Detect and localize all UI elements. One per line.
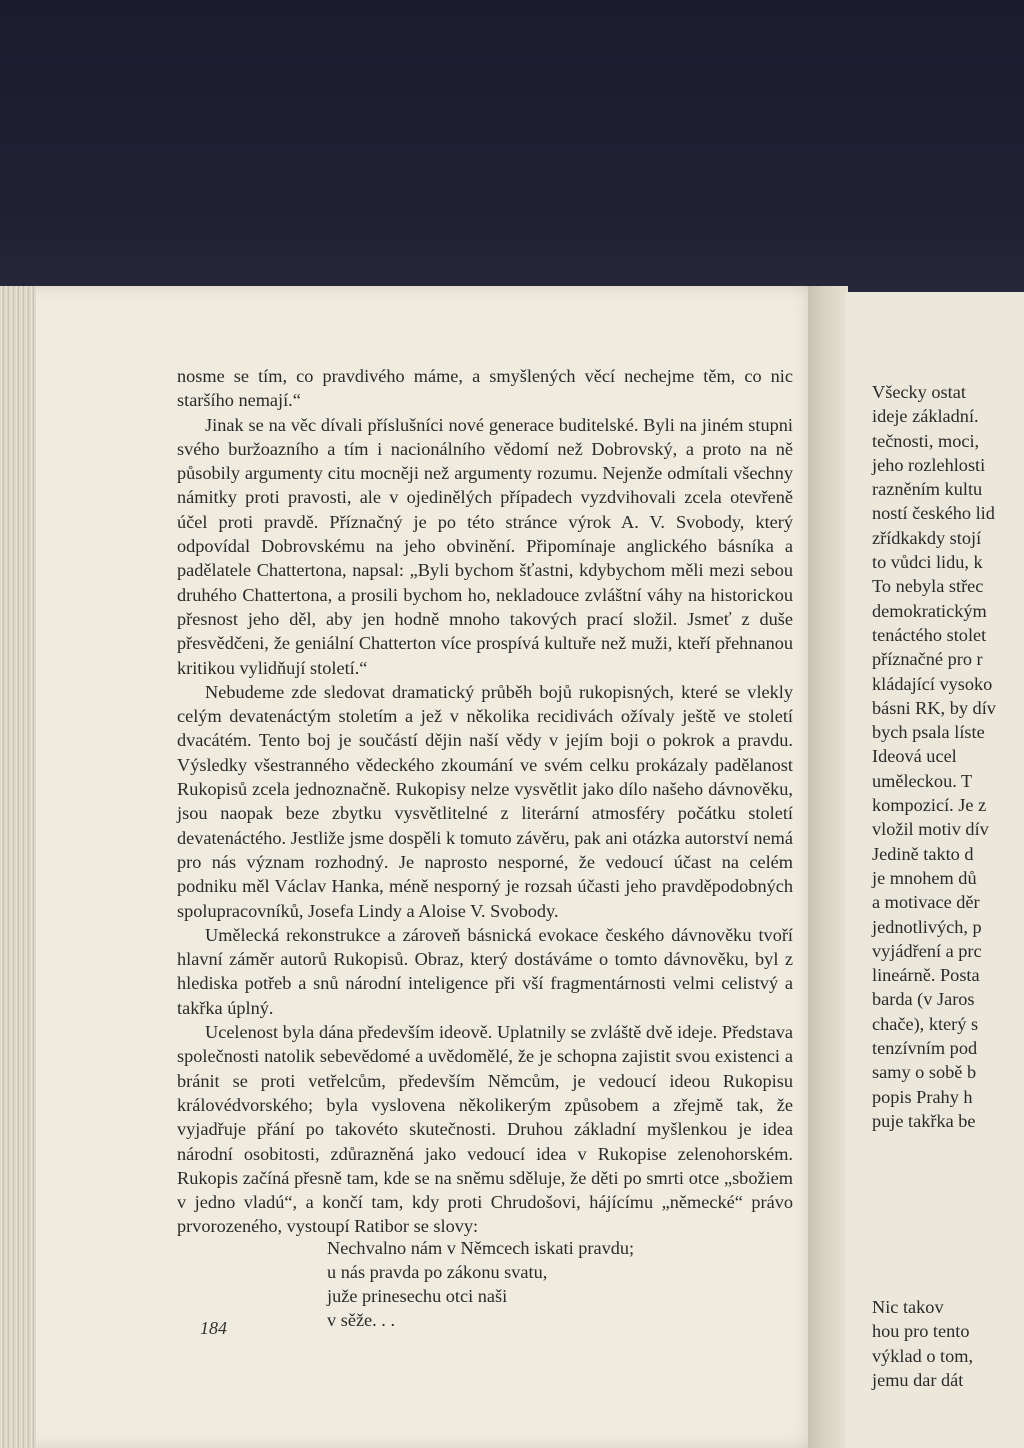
right-page-line: básni RK, by dív: [872, 697, 996, 718]
left-page-text: [177, 364, 793, 1239]
right-page-line: bych psala líste: [872, 722, 985, 743]
verse-line: v sěže. . .: [327, 1310, 396, 1330]
paragraph: Nebudeme zde sledovat dramatický průběh bojů rukopisných, které se vlekly celým devatenáctým stoletím a jež v několika recidivách ožívaly ještě ve století dvacátém. Tento boj je součástí dějin naší vědy v jejím boji o pokrok a pravdu. Výsledky všestranného vědeckého zkoumání ve svém celku prokázaly padělanost Rukopisů zcela jednoznačně. Rukopisy nelze vysvětlit jako dílo našeho dávnověku, jsou naopak beze zbytku vysvětlitelné z literární atmosféry počátku století devatenáctého. Jestliže jsme dospěli k tomuto závěru, pak ani otázka autorství nemá pro nás význam rozhodný. Je naprosto nesporné, že vedoucí účast na celém podniku měl Václav Hanka, méně nesporný je rozsah účasti jeho pravděpodobných spolupracovníků, Josefa Lindy a Aloise V. Svobody.: [177, 681, 793, 921]
right-page-text: [872, 380, 996, 1133]
verse-line: u nás pravda po zákonu svatu,: [327, 1262, 548, 1282]
paragraph: Jinak se na věc dívali příslušníci nové generace buditelské. Byli na jiném stupni svého buržoazního a tím i nacionálního vědomí než Dobrovský, a proto na ně působily argumenty citu mocněji než argumenty rozumu. Nejenže odmítali všechny námitky proti pravosti, ale v ojedinělých případech vyzdvihovali zcela otevřeně účel proti pravdě. Příznačný je po této stránce výrok A. V. Svobody, který odpovídal Dobrovskému na jeho obvinění. Připomínaje anglického básníka a padělatele Chattertona, napsal: „Byli bychom šťastni, kdybychom měli mezi sebou druhého Chattertona, a prosili bychom ho, nekladouce zvláštní váhy na historickou přesnost jeho děl, aby jen hodně mnoho takových prací složil. Jsmeť z duše přesvědčeni, že geniální Chatterton více prospívá kultuře než muži, kteří přehnanou kritikou vylidňují století.“: [177, 414, 793, 678]
right-page-line: jednotlivých, p: [872, 916, 982, 937]
verse-line: juže prinesechu otci naši: [327, 1286, 508, 1306]
right-page-line: zřídkakdy stojí: [872, 527, 982, 548]
right-page-line: puje takřka be: [872, 1110, 976, 1131]
right-page-line: tečnosti, moci,: [872, 430, 980, 451]
right-page-line: Ideová ucel: [872, 746, 957, 767]
right-page-line: příznačné pro r: [872, 649, 983, 670]
right-page-line: Nic takov: [872, 1297, 944, 1317]
right-page-line: vložil motiv dív: [872, 819, 989, 840]
dark-background: [0, 0, 1024, 300]
paragraph: Umělecká rekonstrukce a zároveň básnická evokace českého dávnověku tvoří hlavní záměr autorů Rukopisů. Obraz, který dostáváme o tomto dávnověku, byl z hlediska potřeb a snů národní inteligence při vší fragmentárnosti velmi celistvý a takřka úplný.: [177, 924, 793, 1018]
right-page-line: jemu dar dát: [872, 1369, 964, 1390]
right-page-line: chače), který s: [872, 1013, 979, 1034]
right-page-line: To nebyla střec: [872, 576, 984, 597]
right-page-line: kládající vysoko: [872, 673, 993, 694]
paragraph: Ucelenost byla dána především ideově. Uplatnily se zvláště dvě ideje. Představa společnosti natolik sebevědomé a uvědomělé, že je schopna zajistit svou existenci a bránit se proti vetřelcům, především Němcům, je vedoucí ideou Rukopisu královédvorského; byla vyslovena několikerým způsobem a zřejmě tak, že vyjadřuje přání po takovéto skutečnosti. Druhou základní myšlenkou je idea národní osobitosti, zdůrazněná jako vedoucí idea v Rukopise zelenohorském. Rukopis začíná přesně tam, kde se na sněmu sděluje, že děti po smrti otce „sbožiem v jedno vladú“, a končí tam, kdy proti Chrudošovi, hájícímu „německé“ právo prvorozeného, vystoupí Ratibor se slovy:: [177, 1022, 793, 1237]
verse-quote: [327, 1236, 634, 1332]
right-page-line: jeho rozlehlosti: [872, 454, 986, 475]
right-page-line: výklad o tom,: [872, 1345, 974, 1366]
paragraph: nosme se tím, co pravdivého máme, a smyšlených věcí nechejme těm, co nic staršího nemají.“: [177, 366, 793, 411]
right-page-line: to vůdci lidu, k: [872, 552, 983, 573]
verse-line: Nechvalno nám v Němcech iskati pravdu;: [327, 1238, 635, 1258]
right-page-line: tenáctého stolet: [872, 624, 987, 645]
right-page-line: a motivace děr: [872, 892, 980, 913]
right-page-line: razněním kultu: [872, 479, 983, 500]
right-page-line: je mnohem dů: [872, 867, 977, 888]
right-page-line: Všecky ostat: [872, 382, 966, 402]
right-page-line: ností českého lid: [872, 503, 995, 524]
right-page-line: tenzívním pod: [872, 1038, 978, 1059]
right-page-line: demokratickým: [872, 600, 987, 621]
right-page-line: barda (v Jaros: [872, 989, 975, 1010]
page-number: 184: [200, 1318, 227, 1338]
book-gutter: [808, 286, 848, 1448]
right-page-text-bottom: [872, 1295, 973, 1392]
right-page-line: lineárně. Posta: [872, 965, 980, 986]
right-page-line: vyjádření a prc: [872, 940, 982, 961]
right-page-line: hou pro tento: [872, 1321, 970, 1342]
right-page-line: Jedině takto d: [872, 843, 974, 864]
right-page-line: ideje základní.: [872, 406, 979, 427]
right-page-line: uměleckou. T: [872, 770, 973, 791]
right-page-line: popis Prahy h: [872, 1086, 973, 1107]
right-page-line: kompozicí. Je z: [872, 795, 987, 816]
right-page-line: samy o sobě b: [872, 1062, 977, 1083]
